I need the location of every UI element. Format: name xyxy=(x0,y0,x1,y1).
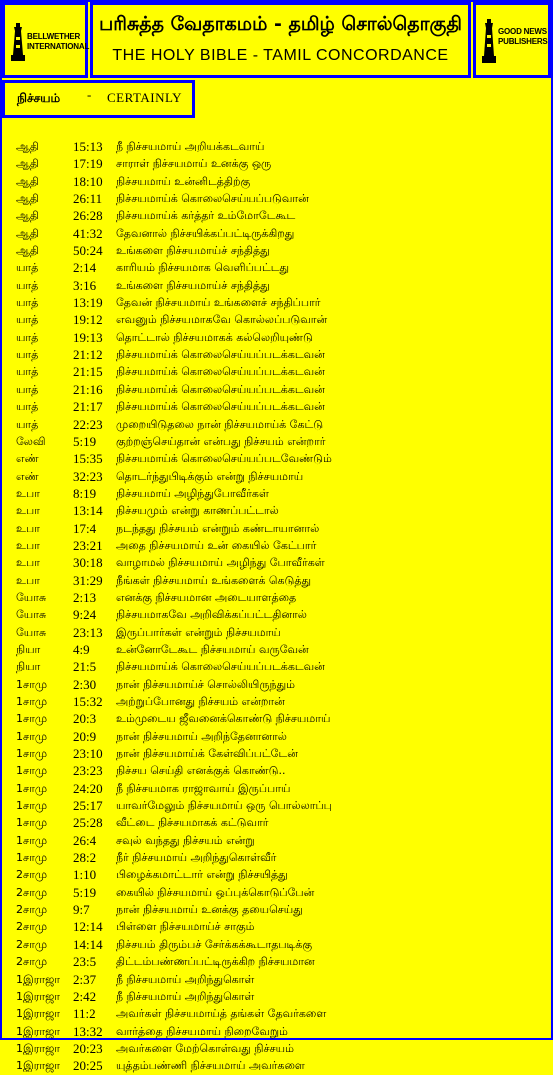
list-item xyxy=(16,311,546,328)
list-item xyxy=(16,676,546,693)
list-item xyxy=(16,259,546,276)
verse-ref: 5:19 xyxy=(73,884,97,900)
book-abbrev: உபா xyxy=(16,504,40,518)
book-abbrev: யாத் xyxy=(16,313,39,327)
book-abbrev: 2சாமு xyxy=(16,885,48,899)
book-abbrev: 1சாமு xyxy=(16,764,48,778)
verse-snippet: அவர்கள் நிச்சயமாய்த் தங்கள் தேவர்களை xyxy=(116,1007,327,1021)
verse-ref: 25:28 xyxy=(73,815,103,831)
verse-ref: 21:12 xyxy=(73,347,103,363)
verse-snippet: நான் நிச்சயமாய்க் கேள்விப்பட்டேன் xyxy=(116,747,298,761)
list-item xyxy=(16,277,546,294)
list-item xyxy=(16,936,546,953)
list-item xyxy=(16,728,546,745)
verse-ref: 8:19 xyxy=(73,485,97,501)
logo-left xyxy=(2,2,88,78)
verse-ref: 20:23 xyxy=(73,1040,103,1056)
verse-snippet: கையில் நிச்சயமாய் ஒப்புக்கொடுப்பேன் xyxy=(116,885,315,899)
verse-snippet: நிச்சயமாய்க் கொலைசெய்யப்படவேண்டும் xyxy=(116,452,332,466)
verse-snippet: உம்முடைய ஜீவனைக்கொண்டு நிச்சயமாய் xyxy=(116,712,331,726)
verse-snippet: அற்றுப்போனது நிச்சயம் என்றான் xyxy=(116,695,285,708)
book-abbrev: ஆதி xyxy=(16,244,39,258)
book-abbrev: ஆதி xyxy=(16,157,39,171)
book-abbrev: லேவி xyxy=(16,434,46,448)
verse-ref: 14:14 xyxy=(73,936,103,952)
verse-ref: 20:9 xyxy=(73,728,97,744)
list-item xyxy=(16,901,546,918)
book-abbrev: 1சாமு xyxy=(16,851,48,865)
verse-snippet: நடந்தது நிச்சயம் என்றும் கண்டாயானால் xyxy=(116,521,320,535)
headword-box xyxy=(2,80,195,118)
book-abbrev: 2சாமு xyxy=(16,937,48,951)
list-item xyxy=(16,762,546,779)
book-abbrev: ஆதி xyxy=(16,140,39,153)
verse-snippet: நிச்சயமாகவே அறிவிக்கப்பட்டதினால் xyxy=(116,608,307,622)
list-item xyxy=(16,138,546,155)
lighthouse-logo-icon xyxy=(482,19,496,63)
verse-ref: 3:16 xyxy=(73,277,97,293)
verse-snippet: நிச்சயமாய் உன்னிடத்திற்கு xyxy=(116,174,251,188)
list-item xyxy=(16,173,546,190)
verse-snippet: நிச்சயமாய் அழிந்துபோவீர்கள் xyxy=(116,486,269,500)
book-abbrev: யாத் xyxy=(16,330,39,344)
verse-snippet: நிச்சயமாய்க் கொலைசெய்யப்படுவான் xyxy=(116,192,309,206)
list-item xyxy=(16,953,546,970)
logo-right-line1: GOOD NEWS xyxy=(498,27,547,36)
logo-left-line2: INTERNATIONAL xyxy=(27,42,90,51)
list-item xyxy=(16,416,546,433)
header xyxy=(0,0,553,80)
verse-snippet: நிச்சயமாய்க் கொலைசெய்யப்படக்கடவன் xyxy=(116,400,325,414)
verse-ref: 23:10 xyxy=(73,746,103,762)
book-abbrev: 1சாமு xyxy=(16,729,48,743)
book-abbrev: உபா xyxy=(16,573,40,587)
verse-ref: 19:13 xyxy=(73,329,103,345)
verse-ref: 2:37 xyxy=(73,971,97,987)
verse-snippet: நிச்சயமாய்க் கொலைசெய்யப்படக்கடவன் xyxy=(116,660,325,674)
logo-left-text xyxy=(27,32,89,52)
list-item xyxy=(16,554,546,571)
list-item xyxy=(16,572,546,589)
verse-ref: 26:28 xyxy=(73,208,103,224)
book-abbrev: எண் xyxy=(16,469,39,483)
verse-ref: 25:17 xyxy=(73,798,103,814)
headword-english: CERTAINLY xyxy=(107,90,183,105)
book-abbrev: 2சாமு xyxy=(16,955,48,969)
book-abbrev: நியா xyxy=(16,642,41,656)
verse-ref: 50:24 xyxy=(73,243,103,259)
verse-snippet: நிச்சயமும் என்று காணப்பட்டால் xyxy=(116,504,279,518)
verse-ref: 20:25 xyxy=(73,1058,103,1074)
verse-ref: 19:12 xyxy=(73,312,103,328)
verse-ref: 13:14 xyxy=(73,503,103,519)
verse-snippet: யுத்தம்பண்ணி நிச்சயமாய் அவர்களை xyxy=(116,1059,305,1073)
book-abbrev: யோசு xyxy=(16,590,47,604)
verse-snippet: நீ நிச்சயமாய் அறியக்கடவாய் xyxy=(116,140,265,153)
book-abbrev: யாத் xyxy=(16,365,39,379)
verse-ref: 23:23 xyxy=(73,763,103,779)
book-abbrev: 1சாமு xyxy=(16,747,48,761)
list-item xyxy=(16,242,546,259)
verse-ref: 17:4 xyxy=(73,520,97,536)
book-abbrev: 1சாமு xyxy=(16,833,48,847)
verse-snippet: நீங்கள் நிச்சயமாய் உங்களைக் கெடுத்து xyxy=(116,573,312,587)
list-item xyxy=(16,658,546,675)
verse-ref: 32:23 xyxy=(73,468,103,484)
list-item xyxy=(16,468,546,485)
title-tamil: பரிசுத்த வேதாகமம் - தமிழ் சொல்தொகுதி xyxy=(99,13,462,35)
book-abbrev: உபா xyxy=(16,486,40,500)
list-item xyxy=(16,1005,546,1022)
verse-ref: 13:32 xyxy=(73,1023,103,1039)
book-abbrev: 2சாமு xyxy=(16,903,48,917)
verse-snippet: குற்றஞ்செய்தான் என்பது நிச்சயம் என்றார் xyxy=(116,434,326,448)
verse-snippet: உங்களை நிச்சயமாய்ச் சந்தித்து xyxy=(116,278,270,292)
title-box xyxy=(90,2,471,78)
list-item xyxy=(16,832,546,849)
verse-snippet: சவுல் வந்தது நிச்சயம் என்று xyxy=(116,833,255,847)
book-abbrev: 1சாமு xyxy=(16,781,48,795)
verse-snippet: நிச்சயமாய்க் கொலைசெய்யப்படக்கடவன் xyxy=(116,365,325,379)
verse-ref: 41:32 xyxy=(73,225,103,241)
book-abbrev: 1இராஜா xyxy=(16,1007,61,1021)
list-item xyxy=(16,693,546,710)
verse-snippet: நீ நிச்சயமாக ராஜாவாய் இருப்பாய் xyxy=(116,781,291,795)
list-item xyxy=(16,866,546,883)
book-abbrev: யாத் xyxy=(16,261,39,275)
verse-snippet: எனக்கு நிச்சயமான அடையாளத்தை xyxy=(116,590,297,604)
verse-ref: 20:3 xyxy=(73,711,97,727)
list-item xyxy=(16,710,546,727)
list-item xyxy=(16,606,546,623)
verse-ref: 30:18 xyxy=(73,555,103,571)
logo-right xyxy=(473,2,551,78)
book-abbrev: ஆதி xyxy=(16,226,39,240)
list-item xyxy=(16,502,546,519)
verse-snippet: நான் நிச்சயமாய் அறிந்தேனானால் xyxy=(116,729,287,743)
verse-snippet: சாராள் நிச்சயமாய் உனக்கு ஒரு xyxy=(116,157,272,171)
verse-snippet: இருப்பார்கள் என்றும் நிச்சயமாய் xyxy=(116,625,281,639)
verse-ref: 23:13 xyxy=(73,624,103,640)
verse-snippet: நிச்சயமாய்க் கொலைசெய்யப்படக்கடவன் xyxy=(116,348,325,362)
verse-snippet: தேவன் நிச்சயமாய் உங்களைச் சந்திப்பார் xyxy=(116,296,321,310)
book-abbrev: 2சாமு xyxy=(16,920,48,934)
book-abbrev: 1சாமு xyxy=(16,799,48,813)
verse-ref: 28:2 xyxy=(73,850,97,866)
list-item xyxy=(16,849,546,866)
book-abbrev: உபா xyxy=(16,556,40,570)
verse-snippet: அவர்களை மேற்கொள்வது நிச்சயம் xyxy=(116,1041,294,1055)
verse-ref: 17:19 xyxy=(73,156,103,172)
logo-right-text xyxy=(498,27,548,47)
lighthouse-logo-icon xyxy=(11,23,25,61)
verse-ref: 13:19 xyxy=(73,295,103,311)
verse-ref: 15:13 xyxy=(73,139,103,154)
verse-ref: 12:14 xyxy=(73,919,103,935)
verse-snippet: தொட்டால் நிச்சயமாகக் கல்லெறியுண்டு xyxy=(116,330,313,344)
book-abbrev: யாத் xyxy=(16,348,39,362)
list-item xyxy=(16,363,546,380)
list-item xyxy=(16,797,546,814)
book-abbrev: உபா xyxy=(16,538,40,552)
logo-right-line2: PUBLISHERS xyxy=(498,37,548,46)
list-item xyxy=(16,814,546,831)
book-abbrev: 1சாமு xyxy=(16,816,48,830)
book-abbrev: 1இராஜா xyxy=(16,989,61,1003)
list-item xyxy=(16,971,546,988)
book-abbrev: உபா xyxy=(16,521,40,535)
list-item xyxy=(16,450,546,467)
verse-snippet: முறையிடுதலை நான் நிச்சயமாய்க் கேட்டு xyxy=(116,417,324,431)
verse-ref: 2:30 xyxy=(73,676,97,692)
list-item xyxy=(16,190,546,207)
list-item xyxy=(16,918,546,935)
list-item xyxy=(16,641,546,658)
list-item xyxy=(16,988,546,1005)
verse-ref: 4:9 xyxy=(73,641,90,657)
list-item xyxy=(16,884,546,901)
verse-ref: 21:16 xyxy=(73,381,103,397)
verse-ref: 9:24 xyxy=(73,607,97,623)
verse-ref: 15:32 xyxy=(73,694,103,709)
verse-snippet: நீ நிச்சயமாய் அறிந்துகொள் xyxy=(116,989,255,1003)
verse-ref: 5:19 xyxy=(73,433,97,449)
list-item xyxy=(16,381,546,398)
verse-ref: 2:14 xyxy=(73,260,97,276)
verse-ref: 31:29 xyxy=(73,572,103,588)
headword-tamil: நிச்சயம் xyxy=(17,91,61,105)
logo-left-line1: BELLWETHER xyxy=(27,32,81,41)
book-abbrev: 1இராஜா xyxy=(16,1059,61,1073)
book-abbrev: யோசு xyxy=(16,608,47,622)
verse-ref: 26:11 xyxy=(73,191,103,207)
verse-snippet: உன்னோடேகூட நிச்சயமாய் வருவேன் xyxy=(116,642,309,656)
verse-ref: 21:15 xyxy=(73,364,103,380)
verse-snippet: காரியம் நிச்சயமாக வெளிப்பட்டது xyxy=(116,261,290,275)
verse-snippet: எவனும் நிச்சயமாகவே கொல்லப்படுவான் xyxy=(116,313,328,327)
verse-ref: 1:10 xyxy=(73,867,97,883)
verse-snippet: தேவனால் நிச்சயிக்கப்பட்டிருக்கிறது xyxy=(116,226,295,240)
list-item xyxy=(16,398,546,415)
verse-ref: 9:7 xyxy=(73,902,90,918)
verse-ref: 15:35 xyxy=(73,451,103,467)
verse-snippet: நீ நிச்சயமாய் அறிந்துகொள் xyxy=(116,972,255,986)
list-item xyxy=(16,745,546,762)
verse-snippet: திட்டம்பண்ணப்பட்டிருக்கிற நிச்சயமான xyxy=(116,955,315,969)
verse-snippet: உங்களை நிச்சயமாய்ச் சந்தித்து xyxy=(116,244,270,258)
verse-snippet: யாவர்மேலும் நிச்சயமாய் ஒரு பொல்லாப்பு xyxy=(116,799,332,813)
book-abbrev: யாத் xyxy=(16,278,39,292)
book-abbrev: யாத் xyxy=(16,382,39,396)
verse-ref: 21:5 xyxy=(73,659,97,675)
book-abbrev: நியா xyxy=(16,660,41,674)
list-item xyxy=(16,294,546,311)
list-item xyxy=(16,1057,546,1074)
verse-ref: 11:2 xyxy=(73,1006,96,1022)
book-abbrev: 1இராஜா xyxy=(16,1041,61,1055)
list-item xyxy=(16,346,546,363)
verse-ref: 23:5 xyxy=(73,954,97,970)
list-item xyxy=(16,624,546,641)
list-item xyxy=(16,329,546,346)
book-abbrev: எண் xyxy=(16,452,39,466)
list-item xyxy=(16,1023,546,1040)
verse-ref: 26:4 xyxy=(73,832,97,848)
verse-snippet: நிச்சய செய்தி எனக்குக் கொண்டு.. xyxy=(116,764,286,778)
verse-snippet: நிச்சயமாய்க் கர்த்தர் உம்மோடேகூட xyxy=(116,209,296,223)
headword-separator: - xyxy=(87,87,92,102)
book-abbrev: 1சாமு xyxy=(16,677,48,691)
verse-snippet: பிள்ளை நிச்சயமாய்ச் சாகும் xyxy=(116,920,255,934)
verse-snippet: வாழாமல் நிச்சயமாய் அழிந்து போவீர்கள் xyxy=(116,556,325,570)
book-abbrev: 1இராஜா xyxy=(16,1024,61,1038)
book-abbrev: ஆதி xyxy=(16,192,39,206)
book-abbrev: 1சாமு xyxy=(16,695,48,708)
verse-ref: 18:10 xyxy=(73,173,103,189)
verse-ref: 21:17 xyxy=(73,399,103,415)
verse-snippet: வீட்டை நிச்சயமாகக் கட்டுவார் xyxy=(116,816,269,830)
verse-ref: 23:21 xyxy=(73,537,103,553)
list-item xyxy=(16,780,546,797)
list-item xyxy=(16,225,546,242)
book-abbrev: யாத் xyxy=(16,417,39,431)
list-item xyxy=(16,155,546,172)
book-abbrev: ஆதி xyxy=(16,209,39,223)
book-abbrev: யாத் xyxy=(16,400,39,414)
book-abbrev: யாத் xyxy=(16,296,39,310)
verse-snippet: நிச்சயமாய்க் கொலைசெய்யப்படக்கடவன் xyxy=(116,382,325,396)
book-abbrev: ஆதி xyxy=(16,174,39,188)
list-item xyxy=(16,1040,546,1057)
book-abbrev: யோசு xyxy=(16,625,47,639)
list-item xyxy=(16,485,546,502)
verse-snippet: நிச்சயம் திரும்பச் சேர்க்கக்கூடாதபடிக்கு xyxy=(116,937,313,951)
list-item xyxy=(16,589,546,606)
verse-ref: 22:23 xyxy=(73,416,103,432)
list-item xyxy=(16,520,546,537)
title-english: THE HOLY BIBLE - TAMIL CONCORDANCE xyxy=(112,47,449,64)
verse-ref: 24:20 xyxy=(73,780,103,796)
concordance-list xyxy=(16,138,546,1075)
verse-snippet: அதை நிச்சயமாய் உன் கையில் கேட்பார் xyxy=(116,538,317,552)
verse-snippet: பிழைக்கமாட்டார் என்று நிச்சயித்து xyxy=(116,868,288,882)
list-item xyxy=(16,433,546,450)
book-abbrev: 1இராஜா xyxy=(16,972,61,986)
book-abbrev: 2சாமு xyxy=(16,868,48,882)
list-item xyxy=(16,537,546,554)
verse-snippet: நான் நிச்சயமாய்ச் சொல்லியிருந்தும் xyxy=(116,677,295,691)
verse-snippet: நான் நிச்சயமாய் உனக்கு தயைசெய்து xyxy=(116,903,303,917)
verse-ref: 2:13 xyxy=(73,589,97,605)
book-abbrev: 1சாமு xyxy=(16,712,48,726)
verse-snippet: நீர் நிச்சயமாய் அறிந்துகொள்வீர் xyxy=(116,851,277,865)
verse-ref: 2:42 xyxy=(73,988,97,1004)
verse-snippet: வார்த்தை நிச்சயமாய் நிறைவேறும் xyxy=(116,1024,288,1038)
verse-snippet: தொடர்ந்துபிடிக்கும் என்று நிச்சயமாய் xyxy=(116,469,304,483)
list-item xyxy=(16,207,546,224)
